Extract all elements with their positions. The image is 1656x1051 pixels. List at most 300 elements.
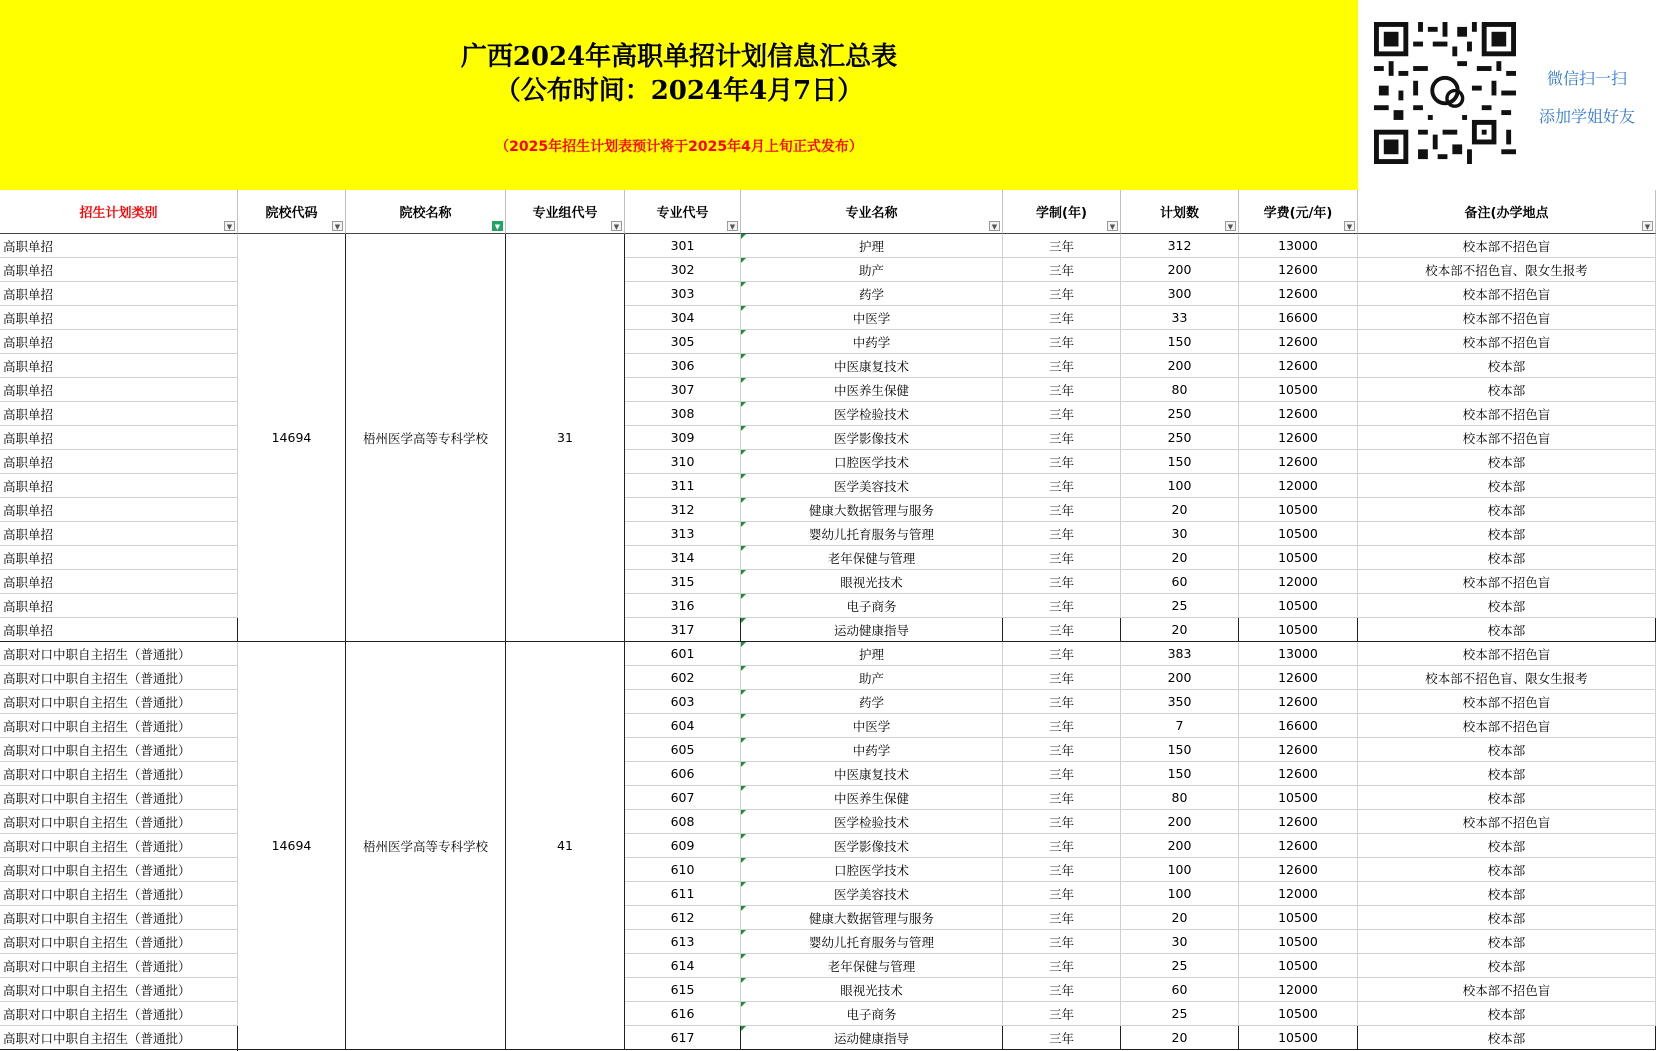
duration-cell[interactable]: 三年	[1003, 450, 1121, 474]
major-name-cell[interactable]: 婴幼儿托育服务与管理	[741, 930, 1003, 954]
major-name-cell[interactable]: 中医养生保健	[741, 378, 1003, 402]
major-code-cell[interactable]: 604	[625, 714, 741, 738]
duration-cell[interactable]: 三年	[1003, 882, 1121, 906]
qr-code-icon	[1374, 22, 1516, 164]
major-code-cell[interactable]: 315	[625, 570, 741, 594]
major-name-cell[interactable]: 健康大数据管理与服务	[741, 498, 1003, 522]
major-name-cell[interactable]: 助产	[741, 666, 1003, 690]
remarks-cell[interactable]: 校本部	[1358, 954, 1656, 978]
tuition-cell[interactable]: 10500	[1239, 786, 1358, 810]
major-code-cell[interactable]: 305	[625, 330, 741, 354]
cell-note-marker-icon	[741, 258, 746, 263]
plan-count-cell[interactable]: 300	[1121, 282, 1239, 306]
major-code-cell[interactable]: 610	[625, 858, 741, 882]
header-label: 院校代码	[265, 206, 318, 221]
plan-count-cell[interactable]: 100	[1121, 882, 1239, 906]
plan-count-cell[interactable]: 25	[1121, 594, 1239, 618]
tuition-cell[interactable]: 10500	[1239, 1002, 1358, 1026]
category-cell[interactable]: 高职对口中职自主招生（普通批）	[0, 786, 238, 810]
tuition-cell[interactable]: 10500	[1239, 930, 1358, 954]
cell-note-marker-icon	[741, 450, 746, 455]
remarks-cell[interactable]: 校本部	[1358, 594, 1656, 618]
cell-note-marker-icon	[741, 282, 746, 287]
remarks-cell[interactable]: 校本部	[1358, 1026, 1656, 1050]
remarks-cell[interactable]: 校本部	[1358, 354, 1656, 378]
remarks-cell[interactable]: 校本部	[1358, 1002, 1656, 1026]
cell-note-marker-icon	[741, 738, 746, 743]
major-code-cell[interactable]: 316	[625, 594, 741, 618]
plan-count-cell[interactable]: 200	[1121, 258, 1239, 282]
header-label: 计划数	[1159, 206, 1199, 221]
remarks-cell[interactable]: 校本部不招色盲	[1358, 810, 1656, 834]
remarks-cell[interactable]: 校本部不招色盲、限女生报考	[1358, 666, 1656, 690]
tuition-cell[interactable]: 12600	[1239, 426, 1358, 450]
category-cell[interactable]: 高职对口中职自主招生（普通批）	[0, 834, 238, 858]
major-code-cell[interactable]: 612	[625, 906, 741, 930]
major-name-cell[interactable]: 婴幼儿托育服务与管理	[741, 522, 1003, 546]
filter-dropdown-icon[interactable]: ▼	[989, 221, 1000, 231]
cell-note-marker-icon	[741, 954, 746, 959]
plan-count-cell[interactable]: 100	[1121, 474, 1239, 498]
plan-count-cell[interactable]: 25	[1121, 1002, 1239, 1026]
cell-note-marker-icon	[741, 1002, 746, 1007]
category-cell[interactable]: 高职对口中职自主招生（普通批）	[0, 882, 238, 906]
remarks-cell[interactable]: 校本部	[1358, 762, 1656, 786]
major-code-cell[interactable]: 606	[625, 762, 741, 786]
plan-count-cell[interactable]: 150	[1121, 738, 1239, 762]
duration-cell[interactable]: 三年	[1003, 306, 1121, 330]
duration-cell[interactable]: 三年	[1003, 1002, 1121, 1026]
category-cell[interactable]: 高职单招	[0, 282, 238, 306]
major-name-cell[interactable]: 护理	[741, 234, 1003, 258]
major-code-cell[interactable]: 603	[625, 690, 741, 714]
duration-cell[interactable]: 三年	[1003, 810, 1121, 834]
filter-dropdown-icon[interactable]: ▼	[1225, 221, 1236, 231]
plan-count-cell[interactable]: 30	[1121, 522, 1239, 546]
tuition-cell[interactable]: 13000	[1239, 234, 1358, 258]
cell-note-marker-icon	[741, 690, 746, 695]
tuition-cell[interactable]: 12600	[1239, 762, 1358, 786]
major-name-cell[interactable]: 医学检验技术	[741, 402, 1003, 426]
remarks-cell[interactable]: 校本部不招色盲	[1358, 330, 1656, 354]
major-name-cell[interactable]: 运动健康指导	[741, 1026, 1003, 1050]
major-name-cell[interactable]: 口腔医学技术	[741, 858, 1003, 882]
remarks-cell[interactable]: 校本部	[1358, 498, 1656, 522]
major-name-cell[interactable]: 中药学	[741, 330, 1003, 354]
category-cell[interactable]: 高职单招	[0, 426, 238, 450]
tuition-cell[interactable]: 10500	[1239, 954, 1358, 978]
title-banner	[0, 0, 1359, 190]
plan-count-cell[interactable]: 80	[1121, 378, 1239, 402]
plan-count-cell[interactable]: 150	[1121, 762, 1239, 786]
duration-cell[interactable]: 三年	[1003, 642, 1121, 666]
duration-cell[interactable]: 三年	[1003, 834, 1121, 858]
duration-cell[interactable]: 三年	[1003, 930, 1121, 954]
cell-note-marker-icon	[741, 858, 746, 863]
plan-count-cell[interactable]: 20	[1121, 498, 1239, 522]
major-name-cell[interactable]: 中医康复技术	[741, 762, 1003, 786]
remarks-cell[interactable]: 校本部不招色盲	[1358, 426, 1656, 450]
tuition-cell[interactable]: 12000	[1239, 882, 1358, 906]
cell-note-marker-icon	[741, 786, 746, 791]
remarks-cell[interactable]: 校本部不招色盲、限女生报考	[1358, 258, 1656, 282]
duration-cell[interactable]: 三年	[1003, 570, 1121, 594]
remarks-cell[interactable]: 校本部	[1358, 786, 1656, 810]
category-cell[interactable]: 高职单招	[0, 498, 238, 522]
remarks-cell[interactable]: 校本部	[1358, 858, 1656, 882]
cell-note-marker-icon	[741, 570, 746, 575]
plan-count-cell[interactable]: 200	[1121, 834, 1239, 858]
remarks-cell[interactable]: 校本部	[1358, 834, 1656, 858]
category-cell[interactable]: 高职对口中职自主招生（普通批）	[0, 762, 238, 786]
major-name-cell[interactable]: 中医康复技术	[741, 354, 1003, 378]
category-cell[interactable]: 高职对口中职自主招生（普通批）	[0, 978, 238, 1002]
publish-date: （公布时间：2024年4月7日）	[494, 76, 864, 106]
remarks-cell[interactable]: 校本部不招色盲	[1358, 642, 1656, 666]
remarks-cell[interactable]: 校本部不招色盲	[1358, 282, 1656, 306]
category-cell[interactable]: 高职单招	[0, 354, 238, 378]
cell-note-marker-icon	[741, 834, 746, 839]
major-name-cell[interactable]: 老年保健与管理	[741, 954, 1003, 978]
major-code-cell[interactable]: 312	[625, 498, 741, 522]
major-name-cell[interactable]: 眼视光技术	[741, 978, 1003, 1002]
major-code-cell[interactable]: 613	[625, 930, 741, 954]
category-cell[interactable]: 高职对口中职自主招生（普通批）	[0, 642, 238, 666]
category-cell[interactable]: 高职单招	[0, 402, 238, 426]
cell-note-marker-icon	[741, 714, 746, 719]
major-name-cell[interactable]: 医学检验技术	[741, 810, 1003, 834]
duration-cell[interactable]: 三年	[1003, 522, 1121, 546]
tuition-cell[interactable]: 10500	[1239, 378, 1358, 402]
category-cell[interactable]: 高职对口中职自主招生（普通批）	[0, 954, 238, 978]
major-code-cell[interactable]: 314	[625, 546, 741, 570]
major-name-cell[interactable]: 护理	[741, 642, 1003, 666]
category-cell[interactable]: 高职单招	[0, 522, 238, 546]
tuition-cell[interactable]: 13000	[1239, 642, 1358, 666]
filter-dropdown-icon[interactable]: ▼	[224, 221, 235, 231]
major-name-cell[interactable]: 中药学	[741, 738, 1003, 762]
major-name-cell[interactable]: 中医学	[741, 306, 1003, 330]
category-cell[interactable]: 高职单招	[0, 378, 238, 402]
tuition-cell[interactable]: 10500	[1239, 594, 1358, 618]
duration-cell[interactable]: 三年	[1003, 354, 1121, 378]
category-cell[interactable]: 高职单招	[0, 258, 238, 282]
tuition-cell[interactable]: 12600	[1239, 810, 1358, 834]
category-cell[interactable]: 高职对口中职自主招生（普通批）	[0, 714, 238, 738]
header-label: 院校名称	[399, 206, 452, 221]
remarks-cell[interactable]: 校本部	[1358, 930, 1656, 954]
major-name-cell[interactable]: 老年保健与管理	[741, 546, 1003, 570]
cell-note-marker-icon	[741, 666, 746, 671]
tuition-cell[interactable]: 12600	[1239, 858, 1358, 882]
tuition-cell[interactable]: 12600	[1239, 282, 1358, 306]
remarks-cell[interactable]: 校本部	[1358, 450, 1656, 474]
cell-note-marker-icon	[741, 330, 746, 335]
category-cell[interactable]: 高职单招	[0, 474, 238, 498]
school-name-merged-cell[interactable]: 梧州医学高等专科学校	[346, 642, 506, 1050]
plan-count-cell[interactable]: 60	[1121, 978, 1239, 1002]
plan-count-cell[interactable]: 20	[1121, 546, 1239, 570]
duration-cell[interactable]: 三年	[1003, 1026, 1121, 1050]
category-cell[interactable]: 高职单招	[0, 306, 238, 330]
header-plan-count[interactable]	[1121, 190, 1239, 234]
plan-count-cell[interactable]: 100	[1121, 858, 1239, 882]
duration-cell[interactable]: 三年	[1003, 258, 1121, 282]
major-code-cell[interactable]: 301	[625, 234, 741, 258]
filter-dropdown-icon[interactable]: ▼	[1642, 221, 1653, 231]
plan-count-cell[interactable]: 60	[1121, 570, 1239, 594]
tuition-cell[interactable]: 12600	[1239, 450, 1358, 474]
filter-dropdown-icon[interactable]: ▼	[727, 221, 738, 231]
header-remarks[interactable]	[1358, 190, 1656, 234]
remarks-cell[interactable]: 校本部不招色盲	[1358, 690, 1656, 714]
duration-cell[interactable]: 三年	[1003, 762, 1121, 786]
header-label: 备注(办学地点	[1464, 206, 1549, 221]
tuition-cell[interactable]: 16600	[1239, 306, 1358, 330]
remarks-cell[interactable]: 校本部不招色盲	[1358, 978, 1656, 1002]
school-name-merged-cell[interactable]: 梧州医学高等专科学校	[346, 234, 506, 642]
plan-count-cell[interactable]: 200	[1121, 666, 1239, 690]
school-code-merged-cell[interactable]: 14694	[238, 234, 346, 642]
plan-count-cell[interactable]: 20	[1121, 1026, 1239, 1050]
duration-cell[interactable]: 三年	[1003, 594, 1121, 618]
plan-count-cell[interactable]: 25	[1121, 954, 1239, 978]
tuition-cell[interactable]: 10500	[1239, 546, 1358, 570]
plan-count-cell[interactable]: 20	[1121, 618, 1239, 642]
filter-dropdown-icon[interactable]: ▼	[611, 221, 622, 231]
duration-cell[interactable]: 三年	[1003, 282, 1121, 306]
category-cell[interactable]: 高职对口中职自主招生（普通批）	[0, 1002, 238, 1026]
remarks-cell[interactable]: 校本部不招色盲	[1358, 234, 1656, 258]
plan-count-cell[interactable]: 150	[1121, 330, 1239, 354]
major-name-cell[interactable]: 运动健康指导	[741, 618, 1003, 642]
duration-cell[interactable]: 三年	[1003, 474, 1121, 498]
tuition-cell[interactable]: 12600	[1239, 666, 1358, 690]
tuition-cell[interactable]: 10500	[1239, 906, 1358, 930]
header-label: 专业组代号	[532, 206, 598, 221]
tuition-cell[interactable]: 12600	[1239, 738, 1358, 762]
major-name-cell[interactable]: 药学	[741, 690, 1003, 714]
duration-cell[interactable]: 三年	[1003, 954, 1121, 978]
header-duration[interactable]	[1003, 190, 1121, 234]
category-cell[interactable]: 高职对口中职自主招生（普通批）	[0, 738, 238, 762]
filter-active-icon[interactable]: ▼	[492, 221, 503, 231]
major-name-cell[interactable]: 口腔医学技术	[741, 450, 1003, 474]
group-code-merged-cell[interactable]: 41	[506, 642, 625, 1050]
category-cell[interactable]: 高职对口中职自主招生（普通批）	[0, 690, 238, 714]
tuition-cell[interactable]: 12000	[1239, 570, 1358, 594]
plan-count-cell[interactable]: 250	[1121, 402, 1239, 426]
duration-cell[interactable]: 三年	[1003, 234, 1121, 258]
tuition-cell[interactable]: 12600	[1239, 258, 1358, 282]
plan-count-cell[interactable]: 383	[1121, 642, 1239, 666]
duration-cell[interactable]: 三年	[1003, 378, 1121, 402]
category-cell[interactable]: 高职单招	[0, 450, 238, 474]
remarks-cell[interactable]: 校本部	[1358, 618, 1656, 642]
major-code-cell[interactable]: 615	[625, 978, 741, 1002]
duration-cell[interactable]: 三年	[1003, 714, 1121, 738]
major-code-cell[interactable]: 306	[625, 354, 741, 378]
tuition-cell[interactable]: 12600	[1239, 354, 1358, 378]
plan-count-cell[interactable]: 150	[1121, 450, 1239, 474]
major-code-cell[interactable]: 602	[625, 666, 741, 690]
category-cell[interactable]: 高职对口中职自主招生（普通批）	[0, 930, 238, 954]
category-cell[interactable]: 高职对口中职自主招生（普通批）	[0, 906, 238, 930]
major-code-cell[interactable]: 309	[625, 426, 741, 450]
category-cell[interactable]: 高职单招	[0, 234, 238, 258]
major-name-cell[interactable]: 健康大数据管理与服务	[741, 906, 1003, 930]
category-cell[interactable]: 高职单招	[0, 330, 238, 354]
filter-dropdown-icon[interactable]: ▼	[332, 221, 343, 231]
category-cell[interactable]: 高职对口中职自主招生（普通批）	[0, 858, 238, 882]
header-major-code[interactable]	[625, 190, 741, 234]
school-code-merged-cell[interactable]: 14694	[238, 642, 346, 1050]
sheet-title: 广西2024年高职单招计划信息汇总表	[460, 42, 898, 72]
duration-cell[interactable]: 三年	[1003, 426, 1121, 450]
plan-count-cell[interactable]: 30	[1121, 930, 1239, 954]
tuition-cell[interactable]: 12600	[1239, 834, 1358, 858]
tuition-cell[interactable]: 12600	[1239, 402, 1358, 426]
header-tuition[interactable]	[1239, 190, 1358, 234]
duration-cell[interactable]: 三年	[1003, 498, 1121, 522]
header-label: 专业名称	[845, 206, 898, 221]
remarks-cell[interactable]: 校本部	[1358, 474, 1656, 498]
remarks-cell[interactable]: 校本部	[1358, 522, 1656, 546]
major-name-cell[interactable]: 医学影像技术	[741, 426, 1003, 450]
duration-cell[interactable]: 三年	[1003, 666, 1121, 690]
remarks-cell[interactable]: 校本部不招色盲	[1358, 570, 1656, 594]
header-label: 学制(年)	[1036, 206, 1087, 221]
duration-cell[interactable]: 三年	[1003, 786, 1121, 810]
remarks-cell[interactable]: 校本部	[1358, 738, 1656, 762]
remarks-cell[interactable]: 校本部不招色盲	[1358, 402, 1656, 426]
plan-count-cell[interactable]: 312	[1121, 234, 1239, 258]
plan-count-cell[interactable]: 200	[1121, 810, 1239, 834]
major-code-cell[interactable]: 310	[625, 450, 741, 474]
major-name-cell[interactable]: 电子商务	[741, 594, 1003, 618]
duration-cell[interactable]: 三年	[1003, 546, 1121, 570]
tuition-cell[interactable]: 10500	[1239, 498, 1358, 522]
major-name-cell[interactable]: 医学影像技术	[741, 834, 1003, 858]
remarks-cell[interactable]: 校本部	[1358, 906, 1656, 930]
header-school-code[interactable]	[238, 190, 346, 234]
duration-cell[interactable]: 三年	[1003, 402, 1121, 426]
major-code-cell[interactable]: 601	[625, 642, 741, 666]
duration-cell[interactable]: 三年	[1003, 618, 1121, 642]
cell-note-marker-icon	[741, 234, 746, 239]
cell-note-marker-icon	[741, 498, 746, 503]
major-name-cell[interactable]: 中医养生保健	[741, 786, 1003, 810]
major-code-cell[interactable]: 616	[625, 1002, 741, 1026]
major-code-cell[interactable]: 609	[625, 834, 741, 858]
remarks-cell[interactable]: 校本部	[1358, 378, 1656, 402]
plan-count-cell[interactable]: 200	[1121, 354, 1239, 378]
cell-note-marker-icon	[741, 474, 746, 479]
major-name-cell[interactable]: 眼视光技术	[741, 570, 1003, 594]
major-code-cell[interactable]: 607	[625, 786, 741, 810]
tuition-cell[interactable]: 12600	[1239, 330, 1358, 354]
tuition-cell[interactable]: 12000	[1239, 978, 1358, 1002]
release-notice: （2025年招生计划表预计将于2025年4月上旬正式发布）	[495, 139, 863, 155]
major-name-cell[interactable]: 医学美容技术	[741, 474, 1003, 498]
plan-count-cell[interactable]: 80	[1121, 786, 1239, 810]
header-major-name[interactable]	[741, 190, 1003, 234]
major-code-cell[interactable]: 605	[625, 738, 741, 762]
category-cell[interactable]: 高职对口中职自主招生（普通批）	[0, 1026, 238, 1050]
major-code-cell[interactable]: 608	[625, 810, 741, 834]
header-label: 招生计划类别	[79, 206, 158, 221]
major-name-cell[interactable]: 医学美容技术	[741, 882, 1003, 906]
major-code-cell[interactable]: 617	[625, 1026, 741, 1050]
major-name-cell[interactable]: 电子商务	[741, 1002, 1003, 1026]
filter-dropdown-icon[interactable]: ▼	[1107, 221, 1118, 231]
category-cell[interactable]: 高职单招	[0, 546, 238, 570]
duration-cell[interactable]: 三年	[1003, 690, 1121, 714]
cell-note-marker-icon	[741, 306, 746, 311]
header-school-name[interactable]	[346, 190, 506, 234]
header-group-code[interactable]	[506, 190, 625, 234]
category-cell[interactable]: 高职单招	[0, 618, 238, 642]
duration-cell[interactable]: 三年	[1003, 978, 1121, 1002]
remarks-cell[interactable]: 校本部不招色盲	[1358, 714, 1656, 738]
major-code-cell[interactable]: 317	[625, 618, 741, 642]
major-code-cell[interactable]: 614	[625, 954, 741, 978]
tuition-cell[interactable]: 12600	[1239, 690, 1358, 714]
tuition-cell[interactable]: 12000	[1239, 474, 1358, 498]
remarks-cell[interactable]: 校本部	[1358, 882, 1656, 906]
cell-note-marker-icon	[741, 546, 746, 551]
tuition-cell[interactable]: 10500	[1239, 618, 1358, 642]
major-code-cell[interactable]: 308	[625, 402, 741, 426]
plan-count-cell[interactable]: 33	[1121, 306, 1239, 330]
major-code-cell[interactable]: 307	[625, 378, 741, 402]
header-category[interactable]	[0, 190, 238, 234]
major-name-cell[interactable]: 中医学	[741, 714, 1003, 738]
major-code-cell[interactable]: 304	[625, 306, 741, 330]
major-code-cell[interactable]: 611	[625, 882, 741, 906]
tuition-cell[interactable]: 16600	[1239, 714, 1358, 738]
header-label: 专业代号	[656, 206, 709, 221]
category-cell[interactable]: 高职单招	[0, 594, 238, 618]
category-cell[interactable]: 高职对口中职自主招生（普通批）	[0, 810, 238, 834]
tuition-cell[interactable]: 10500	[1239, 1026, 1358, 1050]
duration-cell[interactable]: 三年	[1003, 858, 1121, 882]
group-code-merged-cell[interactable]: 31	[506, 234, 625, 642]
plan-table	[0, 190, 1656, 1051]
major-name-cell[interactable]: 药学	[741, 282, 1003, 306]
duration-cell[interactable]: 三年	[1003, 738, 1121, 762]
major-code-cell[interactable]: 303	[625, 282, 741, 306]
category-cell[interactable]: 高职对口中职自主招生（普通批）	[0, 666, 238, 690]
tuition-cell[interactable]: 10500	[1239, 522, 1358, 546]
plan-count-cell[interactable]: 7	[1121, 714, 1239, 738]
cell-note-marker-icon	[741, 762, 746, 767]
plan-count-cell[interactable]: 350	[1121, 690, 1239, 714]
remarks-cell[interactable]: 校本部不招色盲	[1358, 306, 1656, 330]
plan-count-cell[interactable]: 250	[1121, 426, 1239, 450]
plan-count-cell[interactable]: 20	[1121, 906, 1239, 930]
major-name-cell[interactable]: 助产	[741, 258, 1003, 282]
duration-cell[interactable]: 三年	[1003, 906, 1121, 930]
cell-note-marker-icon	[741, 930, 746, 935]
major-code-cell[interactable]: 311	[625, 474, 741, 498]
major-code-cell[interactable]: 313	[625, 522, 741, 546]
remarks-cell[interactable]: 校本部	[1358, 546, 1656, 570]
filter-dropdown-icon[interactable]: ▼	[1344, 221, 1355, 231]
major-code-cell[interactable]: 302	[625, 258, 741, 282]
duration-cell[interactable]: 三年	[1003, 330, 1121, 354]
category-cell[interactable]: 高职单招	[0, 570, 238, 594]
